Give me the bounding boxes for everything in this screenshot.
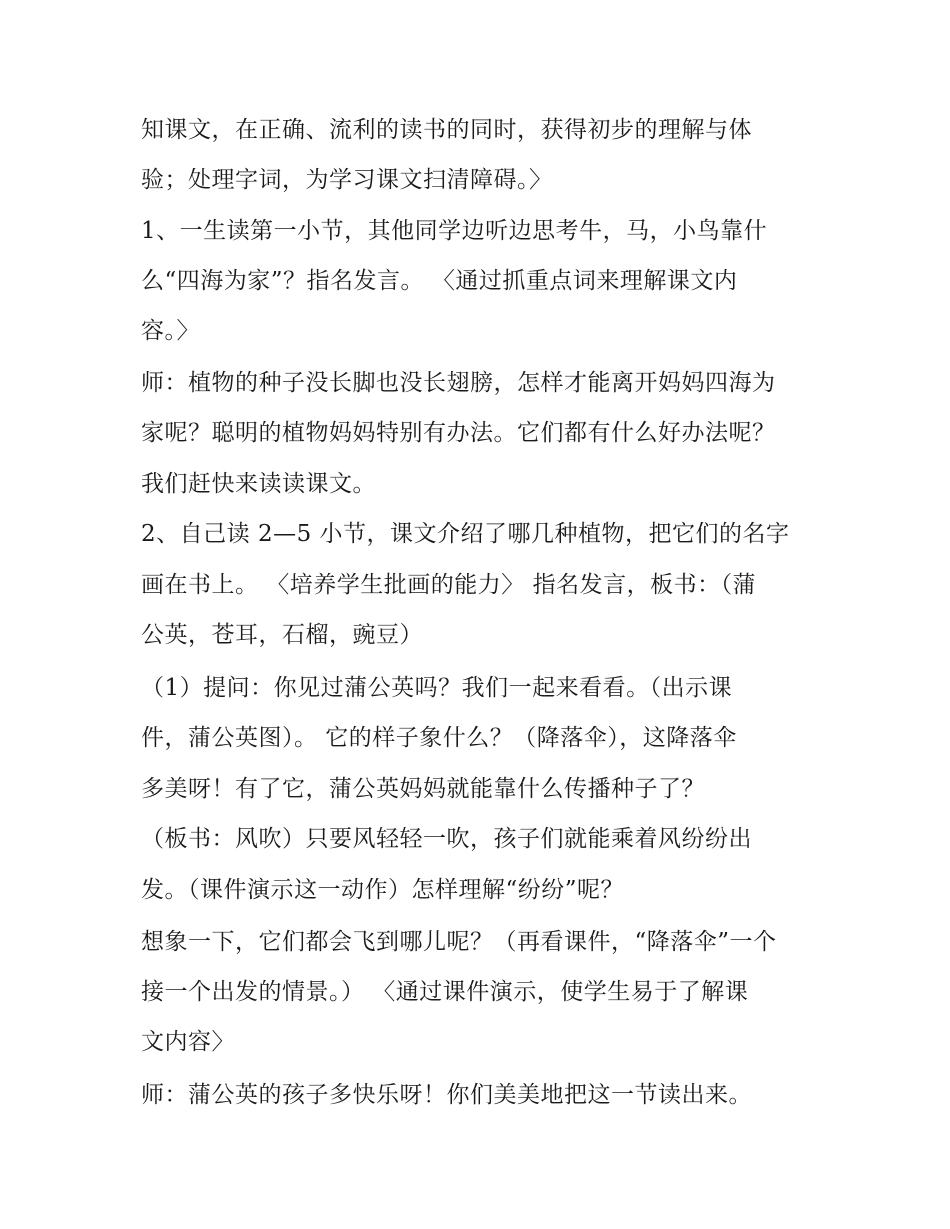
text-line: 么“四海为家”？指名发言。 〈通过抓重点词来理解课文内 — [141, 268, 738, 294]
text-line: 我们赶快来读读课文。 — [141, 471, 376, 497]
text-line: 1、一生读第一小节，其他同学边听边思考牛，马，小鸟靠什 — [141, 218, 768, 244]
text-line: 文内容〉 — [141, 1029, 235, 1055]
text-line: （板书：风吹）只要风轻轻一吹，孩子们就能乘着风纷纷出 — [141, 826, 752, 852]
text-line: 多美呀！有了它，蒲公英妈妈就能靠什么传播种子了？ — [141, 776, 705, 802]
text-line: 公英，苍耳，石榴，豌豆） — [141, 622, 423, 648]
text-line: 接一个出发的情景。） 〈通过课件演示，使学生易于了解课 — [141, 979, 749, 1005]
text-line: 验；处理字词，为学习课文扫清障碍。〉 — [141, 167, 553, 193]
text-line: 师：蒲公英的孩子多快乐呀！你们美美地把这一节读出来。 — [141, 1082, 752, 1108]
text-line: 家呢？聪明的植物妈妈特别有办法。它们都有什么好办法呢？ — [141, 420, 776, 446]
text-line: 容。〉 — [141, 318, 200, 344]
text-line: 师：植物的种子没长脚也没长翅膀，怎样才能离开妈妈四海为 — [141, 370, 776, 396]
text-line: 画在书上。 〈培养学生批画的能力〉 指名发言，板书：（蒲 — [141, 572, 757, 598]
text-line: 2、自己读 2—5 小节，课文介绍了哪几种植物，把它们的名字 — [141, 521, 790, 547]
text-line: 想象一下，它们都会飞到哪儿呢？（再看课件，“降落伞”一个 — [141, 929, 777, 955]
text-line: （1）提问：你见过蒲公英吗？我们一起来看看。（出示课 — [141, 675, 733, 701]
text-line: 件，蒲公英图）。 它的样子象什么？（降落伞），这降落伞 — [141, 725, 737, 751]
text-line: 知课文，在正确、流利的读书的同时，获得初步的理解与体 — [141, 117, 752, 143]
text-line: 发。（课件演示这一动作）怎样理解“纷纷”呢？ — [141, 877, 625, 903]
